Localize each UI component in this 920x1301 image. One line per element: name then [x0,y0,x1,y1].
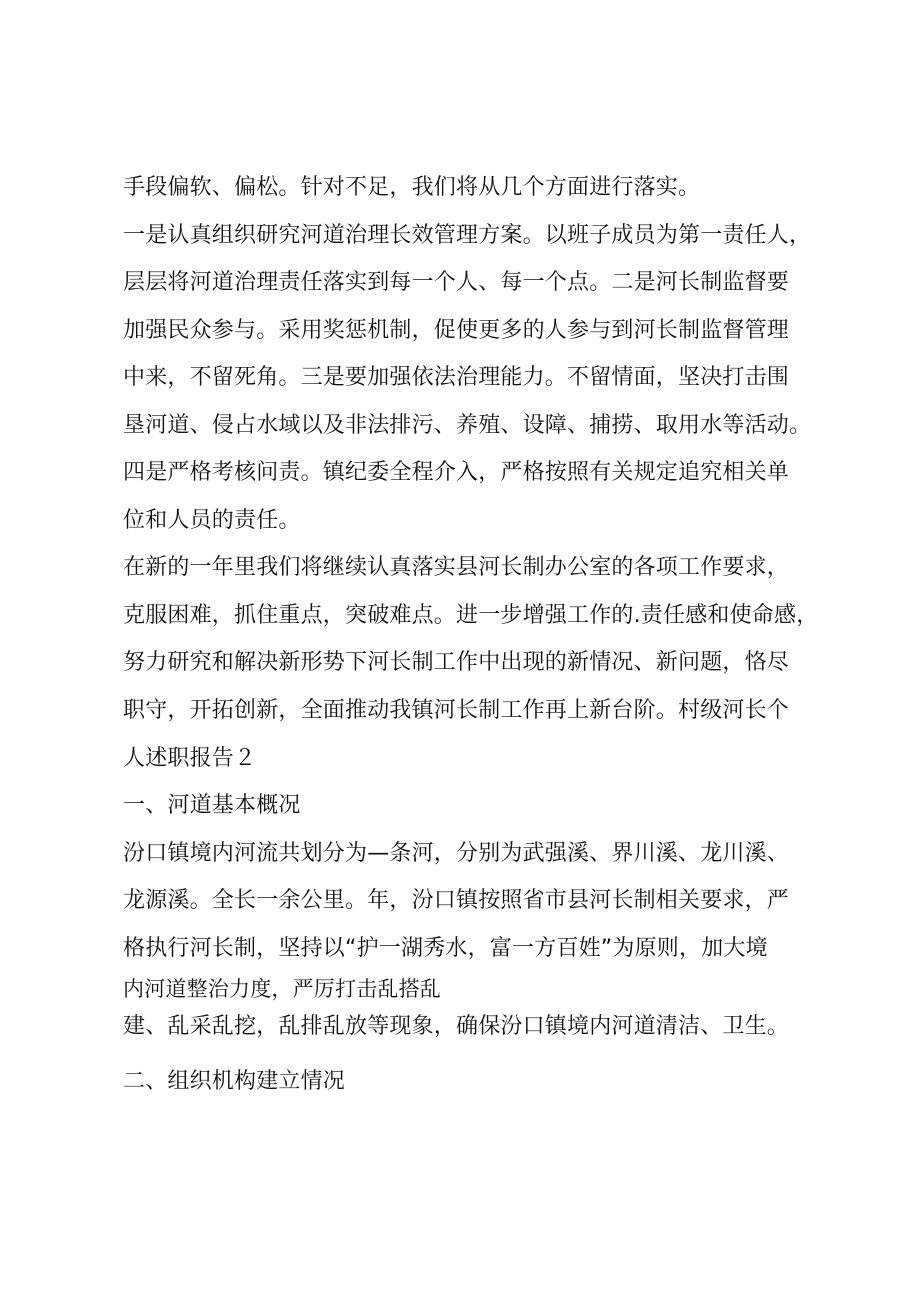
section-heading-river-overview: 一、河道基本概况 [123,793,301,819]
text-line-3: 层层将河道治理责任落实到每一个人、每一个点。二是河长制监督要 [123,270,790,296]
text-line-19: 建、乱采乱挖，乱排乱放等现象，确保汾口镇境内河道清洁、卫生。 [123,1014,790,1040]
text-line-13: 人述职报告２ [123,745,257,771]
text-line-6: 垦河道、侵占水域以及非法排污、养殖、设障、捕捞、取用水等活动。 [123,412,812,438]
text-line-16: 龙源溪。全长一余公里。年，汾口镇按照省市县河长制相关要求，严 [123,888,790,914]
text-line-9: 在新的一年里我们将继续认真落实县河长制办公室的各项工作要求， [123,555,790,581]
text-line-2: 一是认真组织研究河道治理长效管理方案。以班子成员为第一责任人， [123,222,812,248]
text-line-12: 职守，开拓创新，全面推动我镇河长制工作再上新台阶。村级河长个 [123,698,790,724]
section-heading-organization: 二、组织机构建立情况 [123,1069,346,1095]
text-line-15: 汾口镇境内河流共划分为—条河，分别为武强溪、界川溪、龙川溪、 [123,840,790,866]
text-line-11: 努力研究和解决新形势下河长制工作中出现的新情况、新问题，恪尽 [123,650,790,676]
text-line-4: 加强民众参与。采用奖惩机制，促使更多的人参与到河长制监督管理 [123,317,790,343]
text-line-8: 位和人员的责任。 [123,507,301,533]
text-line-17: 格执行河长制，坚持以“护一湖秀水，富一方百姓”为原则，加大境 [123,935,768,961]
text-line-5: 中来，不留死角。三是要加强依法治理能力。不留情面，坚决打击围 [123,365,790,391]
text-line-10: 克服困难，抓住重点，突破难点。进一步增强工作的.责任感和使命感， [123,602,819,628]
document-body [123,164,823,1106]
text-line-18: 内河道整治力度，严厉打击乱搭乱 [123,977,441,1002]
text-line-7: 四是严格考核问责。镇纪委全程介入，严格按照有关规定追究相关单 [123,460,790,486]
text-line-1: 手段偏软、偏松。针对不足，我们将从几个方面进行落实。 [123,175,701,200]
